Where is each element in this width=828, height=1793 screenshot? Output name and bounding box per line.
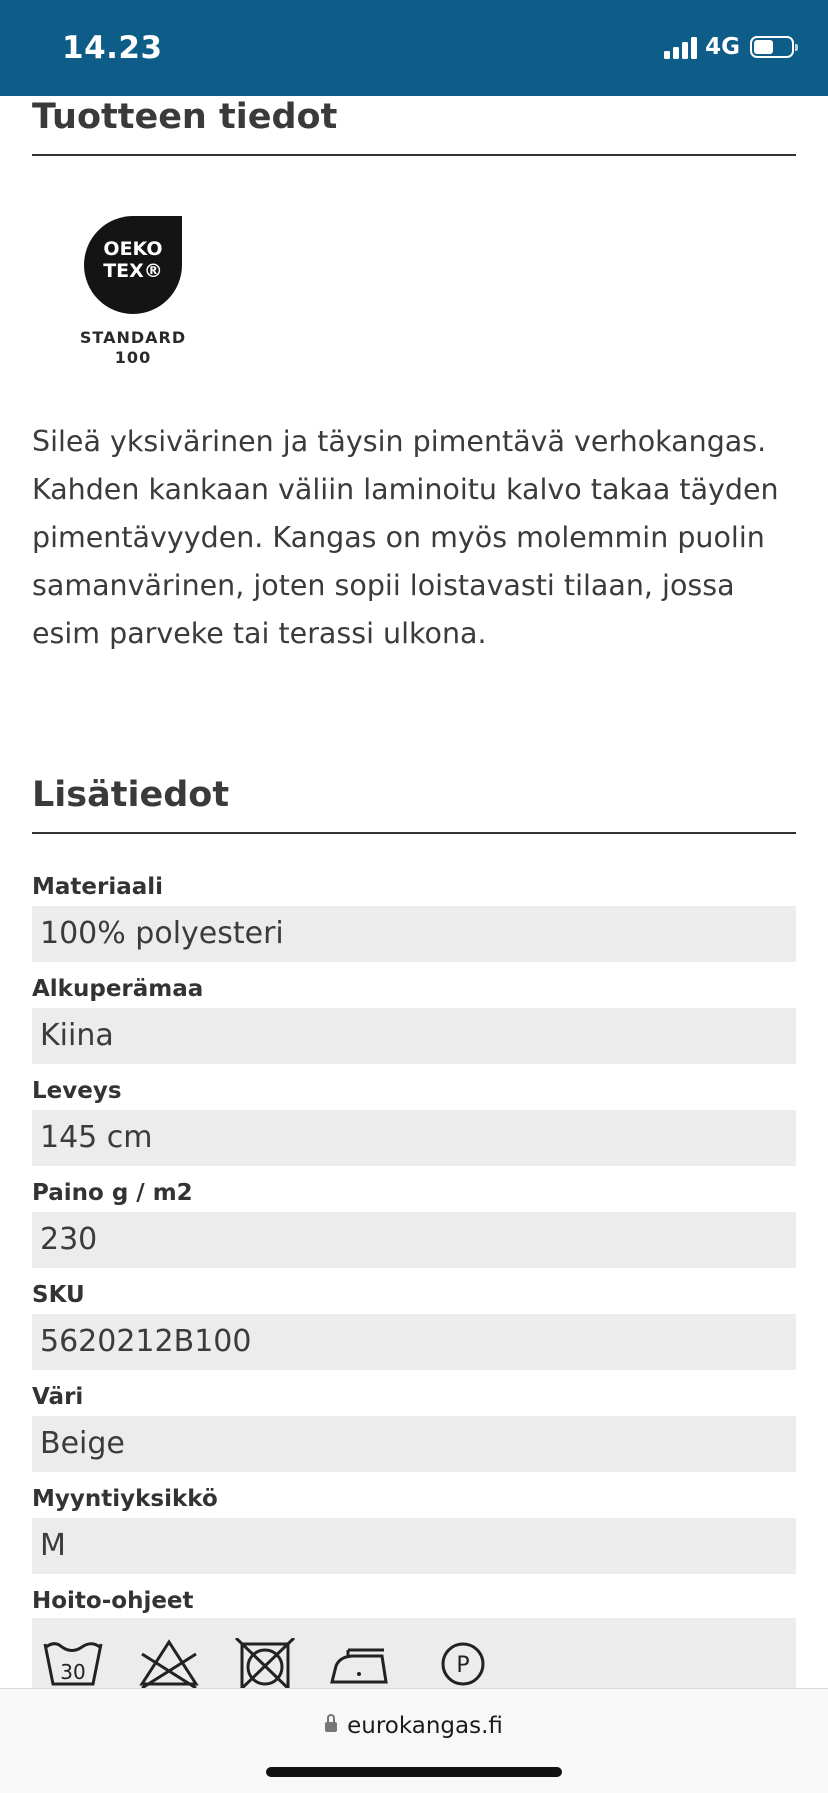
- additional-info-section: [32, 770, 796, 834]
- attribute-value: 230: [32, 1212, 796, 1268]
- attribute-value: Beige: [32, 1416, 796, 1472]
- browser-address-bar[interactable]: [0, 1688, 828, 1793]
- home-indicator[interactable]: [266, 1767, 562, 1777]
- attribute-value: Kiina: [32, 1008, 796, 1064]
- dry-clean-icon: [432, 1638, 494, 1688]
- attribute-row-color: [32, 1378, 796, 1472]
- cellular-signal-icon: [664, 35, 697, 59]
- oeko-line2: TEX®: [103, 260, 163, 282]
- attribute-row-origin: [32, 970, 796, 1064]
- attribute-value: 100% polyesteri: [32, 906, 796, 962]
- attribute-row-material: [32, 868, 796, 962]
- network-type: 4G: [705, 34, 740, 60]
- iron-icon: [328, 1638, 390, 1688]
- attribute-value: 5620212B100: [32, 1314, 796, 1370]
- status-bar: [0, 0, 828, 96]
- attribute-row-sku: [32, 1276, 796, 1370]
- attribute-label: Väri: [32, 1384, 84, 1410]
- no-bleach-icon: [138, 1638, 200, 1688]
- attribute-label: Leveys: [32, 1078, 122, 1104]
- wash-30-icon: [42, 1638, 104, 1688]
- additional-info-title: Lisätiedot: [32, 775, 230, 815]
- oeko-standard: STANDARD: [79, 328, 187, 347]
- product-info-section: [32, 96, 796, 156]
- attribute-value: M: [32, 1518, 796, 1574]
- attribute-label: Myyntiyksikkö: [32, 1486, 218, 1512]
- dry-clean-letter: P: [456, 1653, 470, 1678]
- product-info-title: Tuotteen tiedot: [32, 97, 338, 137]
- status-indicators: [664, 34, 794, 60]
- attribute-row-width: [32, 1072, 796, 1166]
- oeko-standard-number: 100: [114, 348, 152, 367]
- status-time: 14.23: [62, 30, 163, 66]
- oeko-tex-logo: [46, 212, 187, 372]
- attribute-row-weight: [32, 1174, 796, 1268]
- no-tumble-dry-icon: [234, 1638, 296, 1694]
- lock-icon: [325, 1722, 337, 1732]
- product-info-divider: [32, 154, 796, 156]
- attribute-label: Paino g / m2: [32, 1180, 193, 1206]
- attribute-label: Alkuperämaa: [32, 976, 204, 1002]
- wash-temp-label: 30: [60, 1660, 86, 1684]
- url-text: eurokangas.fi: [347, 1713, 503, 1739]
- attribute-label: Materiaali: [32, 874, 164, 900]
- battery-icon: [750, 36, 794, 58]
- url-display[interactable]: [0, 1713, 828, 1739]
- attribute-row-care: [32, 1582, 796, 1620]
- care-label: Hoito-ohjeet: [32, 1588, 194, 1614]
- attribute-value: 145 cm: [32, 1110, 796, 1166]
- product-description: Sileä yksivärinen ja täysin pimentävä verhokangas. Kahden kankaan väliin laminoitu kalvo takaa täyden pimentävyyden. Kangas on myös molemmin puolin samanvärinen, joten sopii loistavasti tilaan, jossa esim parveke tai terassi ulkona.: [32, 425, 779, 650]
- attribute-label: SKU: [32, 1282, 85, 1308]
- oeko-line1: OEKO: [103, 238, 163, 260]
- attribute-row-sales-unit: [32, 1480, 796, 1574]
- additional-info-divider: [32, 832, 796, 834]
